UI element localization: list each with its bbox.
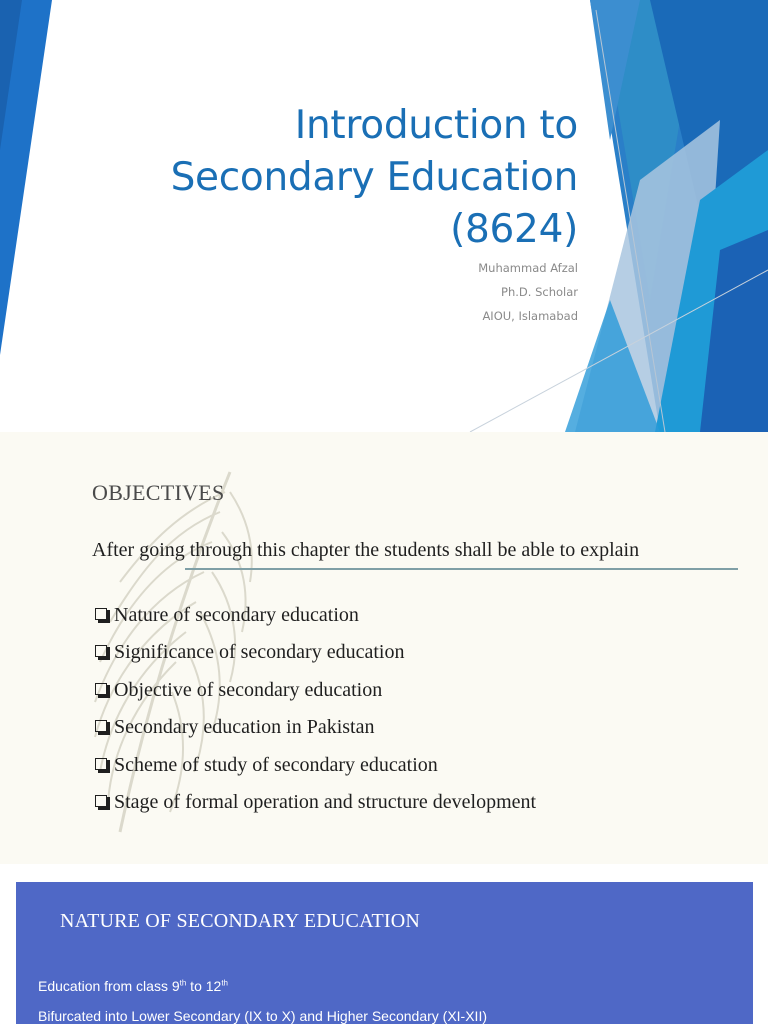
list-item [92, 600, 536, 637]
title-slide [0, 0, 768, 432]
checkbox-bullet-icon [95, 758, 107, 770]
objectives-heading: OBJECTIVES [92, 480, 225, 505]
superscript: th [179, 978, 187, 988]
title-line: Introduction to [294, 103, 578, 148]
point-text: to 12 [186, 978, 222, 994]
list-item-text: Nature of secondary education [114, 604, 359, 626]
point-text: Education from class 9 [38, 978, 180, 994]
title-line: Secondary Education [170, 155, 578, 200]
checkbox-bullet-icon [95, 720, 107, 732]
author-affiliation: AIOU, Islamabad [482, 309, 578, 323]
list-item-text: Significance of secondary education [114, 641, 405, 664]
objectives-slide [0, 432, 768, 864]
nature-point-bifurcation: Bifurcated into Lower Secondary (IX to X) and Higher Secondary (XI-XII) [38, 1008, 487, 1024]
objectives-list [92, 600, 536, 824]
nature-point-classes [38, 978, 228, 994]
list-item-text: Stage of formal operation and structure development [114, 790, 537, 813]
objectives-intro: After going through this chapter the students shall be able to explain [92, 539, 640, 561]
nature-slide [16, 882, 753, 1024]
checkbox-bullet-icon [95, 608, 107, 620]
checkbox-bullet-icon [95, 645, 107, 657]
superscript: th [221, 978, 228, 988]
list-item [92, 712, 536, 749]
list-item [92, 637, 536, 674]
checkbox-bullet-icon [95, 795, 107, 807]
list-item [92, 750, 536, 787]
slide-title [58, 100, 578, 256]
list-item [92, 675, 536, 712]
checkbox-bullet-icon [95, 683, 107, 695]
slide-subtitle [278, 256, 578, 328]
list-item-text: Secondary education in Pakistan [114, 716, 375, 739]
heading-divider [185, 568, 738, 570]
title-line: (8624) [450, 207, 578, 252]
author-degree: Ph.D. Scholar [501, 285, 578, 299]
author-name: Muhammad Afzal [478, 261, 578, 275]
list-item [92, 787, 536, 824]
list-item-text: Objective of secondary education [114, 678, 383, 701]
list-item-text: Scheme of study of secondary education [114, 753, 438, 776]
nature-heading: NATURE OF SECONDARY EDUCATION [60, 910, 421, 932]
